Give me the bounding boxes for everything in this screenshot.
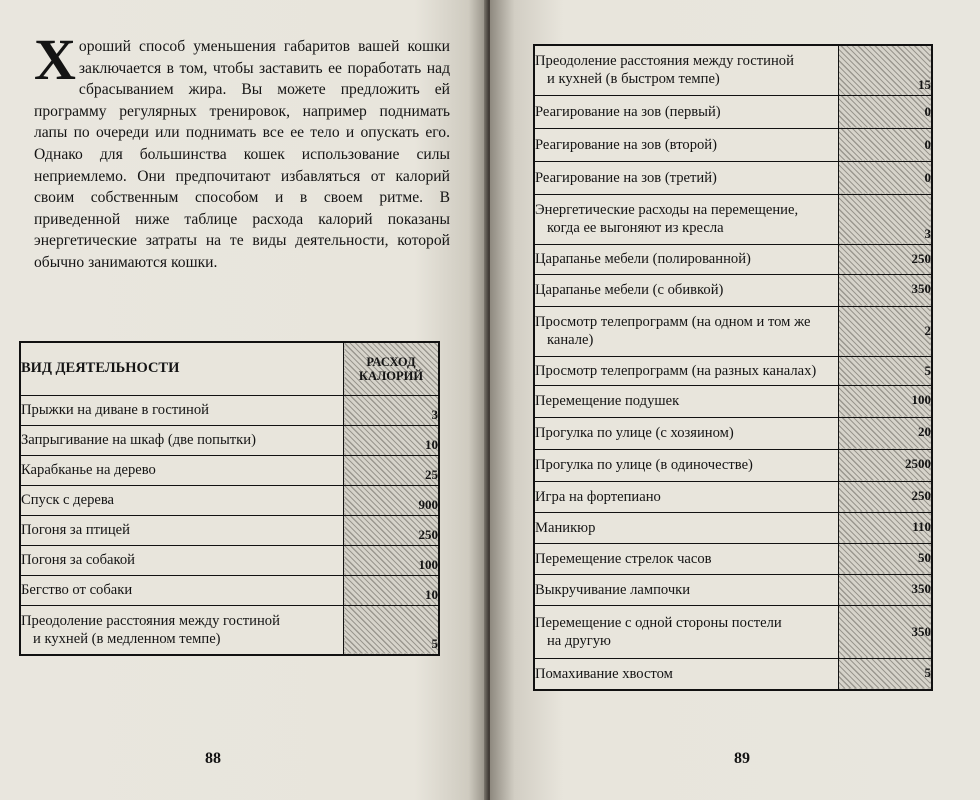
dropcap-letter: Х (34, 27, 76, 92)
calories-cell: 250 (838, 481, 932, 512)
calorie-table-right (533, 44, 933, 691)
table-row (534, 244, 932, 274)
calories-cell: 350 (838, 605, 932, 658)
calories-cell: 250 (838, 244, 932, 274)
table-row (20, 425, 439, 455)
activity-cell: Прогулка по улице (с хозяином) (534, 417, 838, 449)
activity-line-1: Энергетические расходы на перемещение, (535, 202, 799, 218)
table-row (20, 485, 439, 515)
activity-cell (534, 45, 838, 95)
table-row (534, 385, 932, 417)
table-row (20, 395, 439, 425)
table-row (20, 545, 439, 575)
calories-cell: 5 (838, 658, 932, 690)
activity-line-1: Преодоление расстояния между гостиной (535, 53, 794, 70)
calorie-table-left (19, 341, 440, 656)
activity-cell: Карабканье на дерево (20, 455, 344, 485)
activity-cell: Погоня за птицей (20, 515, 344, 545)
table-row (534, 481, 932, 512)
calories-cell: 25 (344, 455, 439, 485)
activity-line-1: Перемещение с одной стороны постели (535, 614, 782, 631)
calories-cell: 5 (344, 605, 439, 655)
activity-cell: Царапанье мебели (полированной) (534, 244, 838, 274)
calories-cell: 50 (838, 543, 932, 574)
table-row (534, 658, 932, 690)
calories-cell: 0 (838, 128, 932, 161)
calories-cell: 20 (838, 417, 932, 449)
activity-line-2: и кухней (в быстром темпе) (547, 71, 720, 88)
calories-cell: 900 (344, 485, 439, 515)
table-row (534, 128, 932, 161)
table-row (20, 515, 439, 545)
activity-cell: Спуск с дерева (20, 485, 344, 515)
table-row (534, 574, 932, 605)
activity-cell: Прыжки на диване в гостиной (20, 395, 344, 425)
calories-cell: 350 (838, 274, 932, 306)
calories-cell: 0 (838, 95, 932, 128)
activity-cell (534, 306, 838, 356)
activity-cell (20, 605, 344, 655)
calories-cell: 3 (344, 395, 439, 425)
calories-cell: 3 (838, 194, 932, 244)
calories-cell: 15 (838, 45, 932, 95)
activity-cell: Просмотр телепрограмм (на разных каналах) (534, 356, 838, 385)
calories-cell: 0 (838, 161, 932, 194)
table-row (534, 194, 932, 244)
page-number-left: 88 (205, 750, 221, 767)
activity-cell: Перемещение подушек (534, 385, 838, 417)
activity-line-2: когда ее выгоняют из кресла (547, 220, 724, 236)
calories-cell: 5 (838, 356, 932, 385)
table-row (20, 605, 439, 655)
activity-cell: Перемещение стрелок часов (534, 543, 838, 574)
table-header-row (20, 342, 439, 395)
activity-cell: Царапанье мебели (с обивкой) (534, 274, 838, 306)
header-calories: РАСХОД КАЛОРИЙ (344, 342, 439, 395)
calories-cell: 2500 (838, 449, 932, 481)
calories-cell: 100 (838, 385, 932, 417)
table-row (534, 417, 932, 449)
intro-paragraph (34, 27, 450, 274)
calories-cell: 2 (838, 306, 932, 356)
calories-cell: 100 (344, 545, 439, 575)
activity-cell: Реагирование на зов (первый) (534, 95, 838, 128)
calories-cell: 110 (838, 512, 932, 543)
table-row (534, 512, 932, 543)
table-row (534, 306, 932, 356)
table-row (534, 356, 932, 385)
activity-cell (534, 194, 838, 244)
activity-line-1: Преодоление расстояния между гостиной (21, 612, 280, 629)
activity-cell: Бегство от собаки (20, 575, 344, 605)
table-row (534, 449, 932, 481)
activity-cell: Игра на фортепиано (534, 481, 838, 512)
activity-line-1: Просмотр телепрограмм (на одном и том же (535, 314, 811, 330)
left-page (0, 0, 488, 800)
activity-cell: Выкручивание лампочки (534, 574, 838, 605)
calories-cell: 10 (344, 425, 439, 455)
calories-cell: 10 (344, 575, 439, 605)
activity-line-2: и кухней (в медленном темпе) (33, 630, 221, 647)
intro-text: ороший способ уменьшения габаритов вашей кошки заключается в том, чтобы заставить ее поработать над сбрасыванием жира. Вы можете предложить ей программу регулярных тренировок, например поднимать лапы по очереди или поднимать все ее тело и опускать его. Однако для большинства кошек использование силы неприемлемо. Они предпочитают избавляться от калорий своим собственным способом и в своем ритме. В приведенной ниже таблице расхода калорий показаны энергетические затраты на те виды деятельности, которой обычно занимаются кошки. (34, 38, 450, 271)
activity-cell: Запрыгивание на шкаф (две попытки) (20, 425, 344, 455)
calories-cell: 350 (838, 574, 932, 605)
activity-cell: Помахивание хвостом (534, 658, 838, 690)
activity-cell: Погоня за собакой (20, 545, 344, 575)
activity-line-2: канале) (547, 332, 594, 348)
activity-line-2: на другую (547, 632, 611, 649)
page-number-right: 89 (734, 750, 750, 767)
activity-cell: Прогулка по улице (в одиночестве) (534, 449, 838, 481)
table-row (534, 95, 932, 128)
activity-cell: Реагирование на зов (второй) (534, 128, 838, 161)
calories-cell: 250 (344, 515, 439, 545)
header-activity: ВИД ДЕЯТЕЛЬНОСТИ (20, 342, 344, 395)
table-row (20, 575, 439, 605)
table-row (20, 455, 439, 485)
right-page (490, 0, 980, 800)
table-row (534, 274, 932, 306)
table-row (534, 45, 932, 95)
table-row (534, 543, 932, 574)
activity-cell (534, 605, 838, 658)
activity-cell: Маникюр (534, 512, 838, 543)
table-row (534, 605, 932, 658)
activity-cell: Реагирование на зов (третий) (534, 161, 838, 194)
table-row (534, 161, 932, 194)
